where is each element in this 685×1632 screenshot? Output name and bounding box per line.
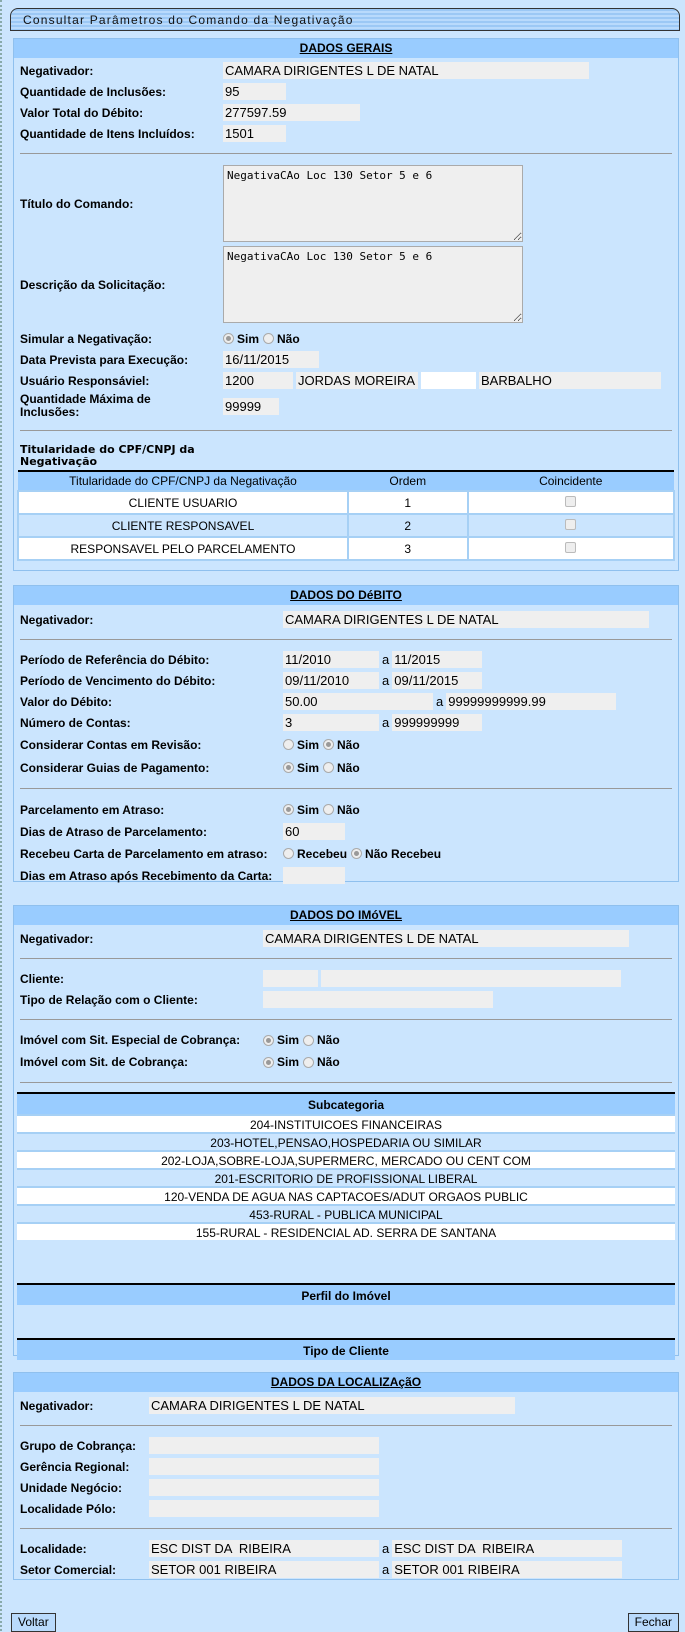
label: Simular a Negativação:	[20, 331, 153, 346]
venc-inicio-field: 09/11/2010	[283, 672, 379, 689]
section-header: DADOS DA LOCALIZAçãO	[14, 1373, 678, 1392]
label: a	[436, 694, 444, 709]
column-header: Titularidade do CPF/CNPJ da Negativação	[18, 471, 348, 491]
divider	[20, 639, 672, 640]
dados-imovel-section	[13, 905, 679, 1356]
contas-fim-field: 999999999	[392, 714, 482, 731]
recebeu-radio[interactable]	[283, 848, 294, 859]
label: a	[382, 1541, 390, 1556]
coincidente-checkbox[interactable]	[565, 542, 576, 553]
subcategoria-header: Subcategoria	[17, 1092, 675, 1114]
table-row	[18, 514, 674, 537]
simular-nao-radio[interactable]	[263, 333, 274, 344]
cliente-codigo-field	[263, 970, 318, 987]
radio-label: Não Recebeu	[365, 846, 442, 861]
guias-sim-radio[interactable]	[283, 762, 294, 773]
dados-gerais-section	[13, 38, 679, 571]
label: a	[382, 652, 390, 667]
perfil-header: Perfil do Imóvel	[17, 1283, 675, 1305]
dias-carta-field	[283, 867, 345, 884]
column-header: Coincidente	[468, 471, 674, 491]
subcategoria-row: 201-ESCRITORIO DE PROFISSIONAL LIBERAL	[17, 1168, 675, 1186]
cell: 1	[348, 491, 468, 514]
section-header: DADOS GERAIS	[14, 39, 678, 58]
unidade-field	[149, 1479, 379, 1496]
label: Número de Contas:	[20, 715, 131, 730]
radio-label: Sim	[297, 737, 320, 752]
tipo-cliente-header: Tipo de Cliente	[17, 1338, 675, 1360]
esp-nao-radio[interactable]	[303, 1035, 314, 1046]
polo-field	[149, 1500, 379, 1517]
sit-sim-radio[interactable]	[263, 1057, 274, 1068]
usuario-sobrenome-field: BARBALHO	[479, 372, 661, 389]
revisao-nao-radio[interactable]	[323, 739, 334, 750]
guias-nao-radio[interactable]	[323, 762, 334, 773]
cell: CLIENTE RESPONSAVEL	[18, 514, 348, 537]
relacao-field	[263, 991, 493, 1008]
titulo-textarea[interactable]	[223, 165, 523, 242]
cell: 2	[348, 514, 468, 537]
valor-total-field: 277597.59	[223, 104, 360, 121]
negativador-field: CAMARA DIRIGENTES L DE NATAL	[283, 611, 649, 628]
radio-label: Não	[337, 760, 360, 775]
label: Período de Vencimento do Débito:	[20, 673, 216, 688]
radio-label: Não	[317, 1033, 340, 1047]
label: Usuário Responsáviel:	[20, 373, 150, 388]
radio-label: Sim	[277, 1055, 300, 1069]
qtd-max-field: 99999	[223, 398, 279, 415]
coincidente-checkbox[interactable]	[565, 496, 576, 507]
label: Negativador:	[20, 63, 94, 78]
radio-label: Sim	[237, 331, 260, 346]
subcategoria-row: 453-RURAL - PUBLICA MUNICIPAL	[17, 1204, 675, 1222]
radio-label: Sim	[277, 1033, 300, 1047]
label: Tipo de Relação com o Cliente:	[20, 992, 198, 1007]
cell: CLIENTE USUARIO	[18, 491, 348, 514]
qtd-inclusoes-field: 95	[223, 83, 286, 100]
voltar-button[interactable]: Voltar	[11, 1613, 56, 1632]
label: Quantidade de Itens Incluídos:	[20, 126, 195, 141]
label: Gerência Regional:	[20, 1459, 130, 1474]
label: Título do Comando:	[20, 196, 134, 211]
label: Dias em Atraso após Recebimento da Carta:	[20, 868, 273, 883]
label: Valor do Débito:	[20, 694, 113, 709]
venc-fim-field: 09/11/2015	[392, 672, 482, 689]
fechar-button[interactable]: Fechar	[628, 1613, 679, 1632]
label: Quantidade Máxima de Inclusões:	[20, 392, 151, 419]
table-row	[18, 491, 674, 514]
negativador-field: CAMARA DIRIGENTES L DE NATAL	[223, 62, 589, 79]
sit-nao-radio[interactable]	[303, 1057, 314, 1068]
revisao-sim-radio[interactable]	[283, 739, 294, 750]
cell: RESPONSAVEL PELO PARCELAMENTO	[18, 537, 348, 560]
divider	[20, 1019, 672, 1020]
label: Setor Comercial:	[20, 1562, 117, 1577]
radio-label: Não	[337, 802, 360, 817]
table-row	[18, 537, 674, 560]
nao-recebeu-radio[interactable]	[351, 848, 362, 859]
label: Quantidade de Inclusões:	[20, 84, 167, 99]
label: Negativador:	[20, 931, 94, 946]
subcategoria-row: 203-HOTEL,PENSAO,HOSPEDARIA OU SIMILAR	[17, 1132, 675, 1150]
column-header: Ordem	[348, 471, 468, 491]
ref-inicio-field: 11/2010	[283, 651, 379, 668]
section-header: DADOS DO DéBITO	[14, 586, 678, 605]
label: Localidade:	[20, 1541, 87, 1556]
label: Considerar Contas em Revisão:	[20, 737, 202, 752]
label: Valor Total do Débito:	[20, 105, 144, 120]
subcategoria-row: 202-LOJA,SOBRE-LOJA,SUPERMERC, MERCADO OU CENT COM	[17, 1150, 675, 1168]
ref-fim-field: 11/2015	[392, 651, 482, 668]
label: Parcelamento em Atraso:	[20, 802, 165, 817]
cell: 3	[348, 537, 468, 560]
valor-fim-field: 99999999999.99	[446, 693, 616, 710]
label: Negativador:	[20, 1398, 94, 1413]
label: Localidade Pólo:	[20, 1501, 117, 1516]
divider	[20, 1082, 672, 1083]
setor-inicio-field: SETOR 001 RIBEIRA	[149, 1561, 379, 1578]
titularidade-label: Titularidade do CPF/CNPJ da Negativação	[20, 443, 195, 468]
divider	[20, 430, 672, 431]
label: Descrição da Solicitação:	[20, 277, 166, 292]
label: Imóvel com Sit. Especial de Cobrança:	[20, 1033, 241, 1047]
radio-label: Recebeu	[297, 846, 348, 861]
subcategoria-row: 155-RURAL - RESIDENCIAL AD. SERRA DE SANTANA	[17, 1222, 675, 1240]
localidade-fim-field: ESC DIST DA RIBEIRA	[392, 1540, 622, 1557]
setor-fim-field: SETOR 001 RIBEIRA	[392, 1561, 622, 1578]
label: Dias de Atraso de Parcelamento:	[20, 824, 207, 839]
titularidade-table	[17, 470, 675, 561]
descricao-textarea[interactable]	[223, 246, 523, 323]
dados-localizacao-section	[13, 1372, 679, 1580]
label: Data Prevista para Execução:	[20, 352, 189, 367]
subcategoria-list	[14, 1114, 678, 1240]
subcategoria-row: 120-VENDA DE AGUA NAS CAPTACOES/ADUT ORGAOS PUBLIC	[17, 1186, 675, 1204]
radio-label: Sim	[297, 802, 320, 817]
label: a	[382, 673, 390, 688]
localidade-inicio-field: ESC DIST DA RIBEIRA	[149, 1540, 379, 1557]
radio-label: Não	[337, 737, 360, 752]
radio-label: Não	[277, 331, 300, 346]
dados-debito-section	[13, 585, 679, 882]
label: Imóvel com Sit. de Cobrança:	[20, 1055, 189, 1069]
divider	[20, 788, 672, 789]
parc-nao-radio[interactable]	[323, 804, 334, 815]
negativador-field: CAMARA DIRIGENTES L DE NATAL	[149, 1397, 515, 1414]
coincidente-checkbox[interactable]	[565, 519, 576, 530]
label: Negativador:	[20, 612, 94, 627]
parc-sim-radio[interactable]	[283, 804, 294, 815]
label: Período de Referência do Débito:	[20, 652, 210, 667]
gerencia-field	[149, 1458, 379, 1475]
radio-label: Sim	[297, 760, 320, 775]
data-field: 16/11/2015	[223, 351, 319, 368]
label: Cliente:	[20, 971, 65, 986]
grupo-field	[149, 1437, 379, 1454]
label: Recebeu Carta de Parcelamento em atraso:	[20, 846, 268, 861]
usuario-nome-field: JORDAS MOREIRA	[296, 372, 418, 389]
contas-inicio-field: 3	[283, 714, 379, 731]
divider	[20, 1425, 672, 1426]
divider	[20, 153, 672, 154]
label: Grupo de Cobrança:	[20, 1438, 137, 1453]
divider	[20, 958, 672, 959]
esp-sim-radio[interactable]	[263, 1035, 274, 1046]
label: Unidade Negócio:	[20, 1480, 123, 1495]
cliente-nome-field	[321, 970, 621, 987]
usuario-codigo-field: 1200	[223, 372, 293, 389]
label: a	[382, 1562, 390, 1577]
simular-sim-radio[interactable]	[223, 333, 234, 344]
divider	[20, 1528, 672, 1529]
dias-parc-field: 60	[283, 823, 345, 840]
qtd-itens-field: 1501	[223, 125, 286, 142]
section-header: DADOS DO IMóVEL	[14, 906, 678, 925]
subcategoria-row: 204-INSTITUICOES FINANCEIRAS	[17, 1114, 675, 1132]
label: a	[382, 715, 390, 730]
valor-inicio-field: 50.00	[283, 693, 433, 710]
negativador-field: CAMARA DIRIGENTES L DE NATAL	[263, 930, 629, 947]
label: Considerar Guias de Pagamento:	[20, 760, 210, 775]
radio-label: Não	[317, 1055, 340, 1069]
page-title: Consultar Parâmetros do Comando da Negativação	[10, 8, 680, 31]
